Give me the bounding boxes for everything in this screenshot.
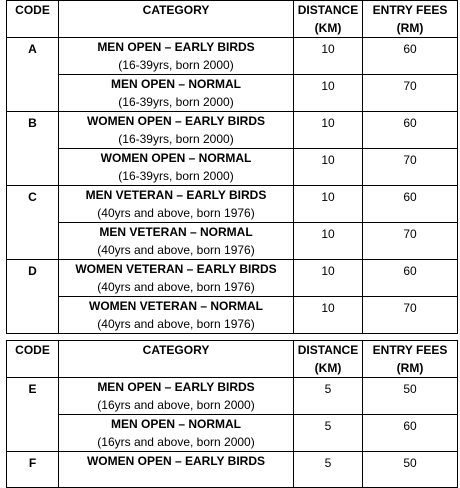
race-categories-table-5km [6,340,458,488]
category-cell [59,415,294,452]
category-cell [59,38,294,75]
distance-value: 10 [294,149,363,186]
table-row [7,297,458,334]
header-entry-fees: ENTRY FEES (RM) [363,1,458,38]
category-title: WOMEN OPEN – NORMAL [100,151,252,165]
table-header-row [7,1,458,38]
category-cell [59,75,294,112]
table-row [7,223,458,260]
category-code: A [7,38,59,112]
category-title: MEN OPEN – NORMAL [110,77,241,91]
category-age-range: (16-39yrs, born 2000) [118,58,234,72]
category-title: WOMEN OPEN – EARLY BIRDS [86,114,266,128]
category-title: MEN OPEN – EARLY BIRDS [97,40,255,54]
category-age-range: (40yrs and above, born 1976) [97,280,255,294]
header-code: CODE [7,1,59,38]
category-title: WOMEN VETERAN – NORMAL [89,299,263,313]
fee-value: 70 [363,149,458,186]
category-code: B [7,112,59,186]
race-categories-table-10km [6,0,458,334]
header-category: CATEGORY [59,341,294,378]
category-cell [59,297,294,334]
category-age-range: (40yrs and above, born 1976) [97,206,255,220]
table-row [7,186,458,223]
table-row [7,112,458,149]
fee-value: 50 [363,452,458,488]
fee-value: 70 [363,75,458,112]
table-row [7,38,458,75]
table-row [7,260,458,297]
category-cell [59,260,294,297]
header-distance: DISTANCE (KM) [294,341,363,378]
distance-value: 10 [294,260,363,297]
fee-value: 70 [363,223,458,260]
table-row [7,415,458,452]
distance-value: 10 [294,186,363,223]
category-title: MEN VETERAN – EARLY BIRDS [85,188,267,202]
category-code: C [7,186,59,260]
distance-value: 10 [294,75,363,112]
header-distance: DISTANCE (KM) [294,1,363,38]
category-title: MEN OPEN – EARLY BIRDS [97,380,255,394]
category-age-range: (16-39yrs, born 2000) [118,95,234,109]
table-row [7,149,458,186]
category-cell [59,149,294,186]
category-cell [59,112,294,149]
distance-value: 10 [294,223,363,260]
fee-value: 60 [363,38,458,75]
category-code: F [7,452,59,488]
category-age-range: (16-39yrs, born 2000) [118,169,234,183]
fee-value: 50 [363,378,458,415]
category-age-range: (16yrs and above, born 2000) [97,435,255,449]
category-age-range: (16yrs and above, born 2000) [97,398,255,412]
table-row [7,378,458,415]
category-cell [59,452,294,488]
category-code: D [7,260,59,334]
category-cell [59,186,294,223]
category-cell [59,378,294,415]
fee-value: 60 [363,260,458,297]
category-age-range: (16-39yrs, born 2000) [118,132,234,146]
fee-value: 60 [363,415,458,452]
distance-value: 10 [294,38,363,75]
category-age-range: (40yrs and above, born 1976) [97,243,255,257]
category-title: WOMEN OPEN – EARLY BIRDS [86,454,266,468]
category-cell [59,223,294,260]
distance-value: 10 [294,112,363,149]
header-category: CATEGORY [59,1,294,38]
fee-value: 70 [363,297,458,334]
distance-value: 5 [294,452,363,488]
category-title: MEN VETERAN – NORMAL [99,225,253,239]
table-row [7,452,458,488]
distance-value: 5 [294,415,363,452]
category-age-range: (40yrs and above, born 1976) [97,317,255,331]
fee-value: 60 [363,186,458,223]
fee-value: 60 [363,112,458,149]
distance-value: 5 [294,378,363,415]
table-header-row [7,341,458,378]
category-code: E [7,378,59,452]
category-title: MEN OPEN – NORMAL [110,417,241,431]
header-code: CODE [7,341,59,378]
category-title: WOMEN VETERAN – EARLY BIRDS [75,262,277,276]
table-row [7,75,458,112]
distance-value: 10 [294,297,363,334]
header-entry-fees: ENTRY FEES (RM) [363,341,458,378]
